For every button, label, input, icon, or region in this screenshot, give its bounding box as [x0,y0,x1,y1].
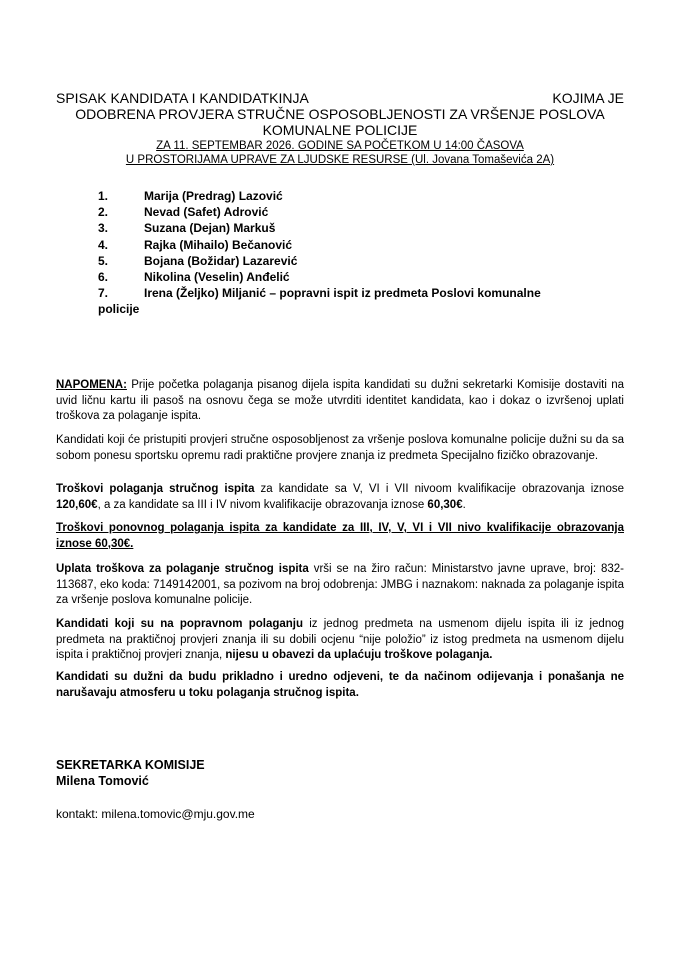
list-item-number: 3. [98,221,109,236]
exam-location-line: U PROSTORIJAMA UPRAVE ZA LJUDSKE RESURSE (Ul. Jovana Tomaševića 2A) [125,154,555,166]
candidate-name: Irena (Željko) Miljanić – popravni ispit iz predmeta Poslovi komunalne [144,286,541,301]
list-item [98,269,608,285]
retake-text: iz jednog predmeta na usmenom dijelu ispita ili iz jednog predmeta na praktičnoj provjeri znanja ili su dobili ocjenu “nije položio” iz istog predmeta na usmenom dijelu ispita i praktičnoj provjeri znanja, [56,618,625,661]
candidate-name: Suzana (Dejan) Markuš [144,221,276,236]
exam-costs-text-3: . [462,498,466,511]
contact-email: milena.tomovic@mju.gov.me [101,807,255,821]
heading-line-2: ODOBRENA PROVJERA STRUČNE OSPOSOBLJENOSTI ZA VRŠENJE POSLOVA [75,106,605,122]
note-paragraph-retake-exemption [56,617,624,664]
candidate-7-continuation: policije [98,302,140,316]
list-item-number: 1. [98,189,109,203]
note-paragraph-documents [56,378,624,425]
heading-line-1-left: SPISAK KANDIDATA I KANDIDATKINJA [56,90,309,106]
note-text: Prije početka polaganja pisanog dijela ispita kandidati su dužni sekretarki Komisije dostaviti na uvid ličnu kartu ili pasoš na osnovu čega se može utvrditi identitet kandidata, kao i dokaz o izvršenoj uplati troškova za polaganje ispita. [56,379,624,422]
candidate-list [98,188,608,301]
list-item [98,220,608,236]
contact-line [56,806,255,822]
list-item [98,188,608,204]
note-label: NAPOMENA: [56,379,127,391]
signature-name: Milena Tomović [56,774,149,788]
heading-line-1-right: KOJIMA JE [552,90,624,106]
list-item-number: 7. [98,286,109,301]
exam-costs-text-1: za kandidate sa V, VI i VII nivoom kvalifikacije obrazovanja iznose [254,483,624,495]
exam-costs-label: Troškovi polaganja stručnog ispita [56,483,255,495]
candidate-name: Bojana (Božidar) Lazarević [144,253,298,268]
heading-line-1 [56,90,624,106]
list-item [98,285,608,301]
exam-costs-amount-high: 120,60€ [56,498,98,511]
list-item-number: 4. [98,237,109,252]
candidate-name: Marija (Predrag) Lazović [144,189,283,203]
note-paragraph-dress-code: Kandidati su dužni da budu prikladno i uredno odjeveni, te da načinom odijevanja i ponašanja ne narušavaju atmosferu u toku polaganja stručnog ispita. [56,671,624,699]
list-item [98,204,608,220]
exam-costs-amount-low: 60,30€ [427,498,463,511]
retake-exemption: nijesu u obavezi da uplaćuju troškove polaganja. [225,649,493,661]
list-item-number: 6. [98,269,109,284]
exam-date-line: ZA 11. SEPTEMBAR 2026. GODINE SA POČETKOM U 14:00 ČASOVA [156,140,524,152]
heading-line-3: KOMUNALNE POLICIJE [262,122,418,138]
list-item-number: 2. [98,205,109,220]
list-item [98,253,608,269]
payment-label: Uplata troškova za polaganje stručnog ispita [56,563,309,575]
payment-text: vrši se na žiro račun: Ministarstvo javne uprave, broj: 832-113687, eko koda: 7149142001, sa pozivom na broj odobrenja: JMBG i naznakom: naknada za polaganje ispita za vršenje poslova komunalne policije. [56,563,624,606]
list-item [98,237,608,253]
note-paragraph-payment [56,562,624,609]
retake-label: Kandidati koji su na popravnom polaganju [56,618,304,630]
candidate-name: Nevad (Safet) Adrović [144,205,269,220]
note-paragraph-retake-costs: Troškovi ponovnog polaganja ispita za kandidate za III, IV, V, VI i VII nivo kvalifikacije obrazovanja iznose 60,30€. [56,522,624,550]
candidate-name: Nikolina (Veselin) Anđelić [144,269,290,284]
candidate-name: Rajka (Mihailo) Bečanović [144,237,293,252]
note-paragraph-exam-costs [56,482,624,513]
note-paragraph-sports-equipment: Kandidati koji će pristupiti provjeri stručne osposobljenost za vršenje poslova komunalne policije dužni su da sa sobom ponesu sportsku opremu radi praktične provjere znanja iz predmeta Specijalno fizičko obrazovanje. [56,434,624,462]
exam-costs-text-2: , a za kandidate sa III i IV nivom kvalifikacije obrazovanja iznose [97,498,428,511]
contact-label: kontakt: [56,807,102,821]
signature-title: SEKRETARKA KOMISIJE [56,758,205,772]
list-item-number: 5. [98,253,109,268]
